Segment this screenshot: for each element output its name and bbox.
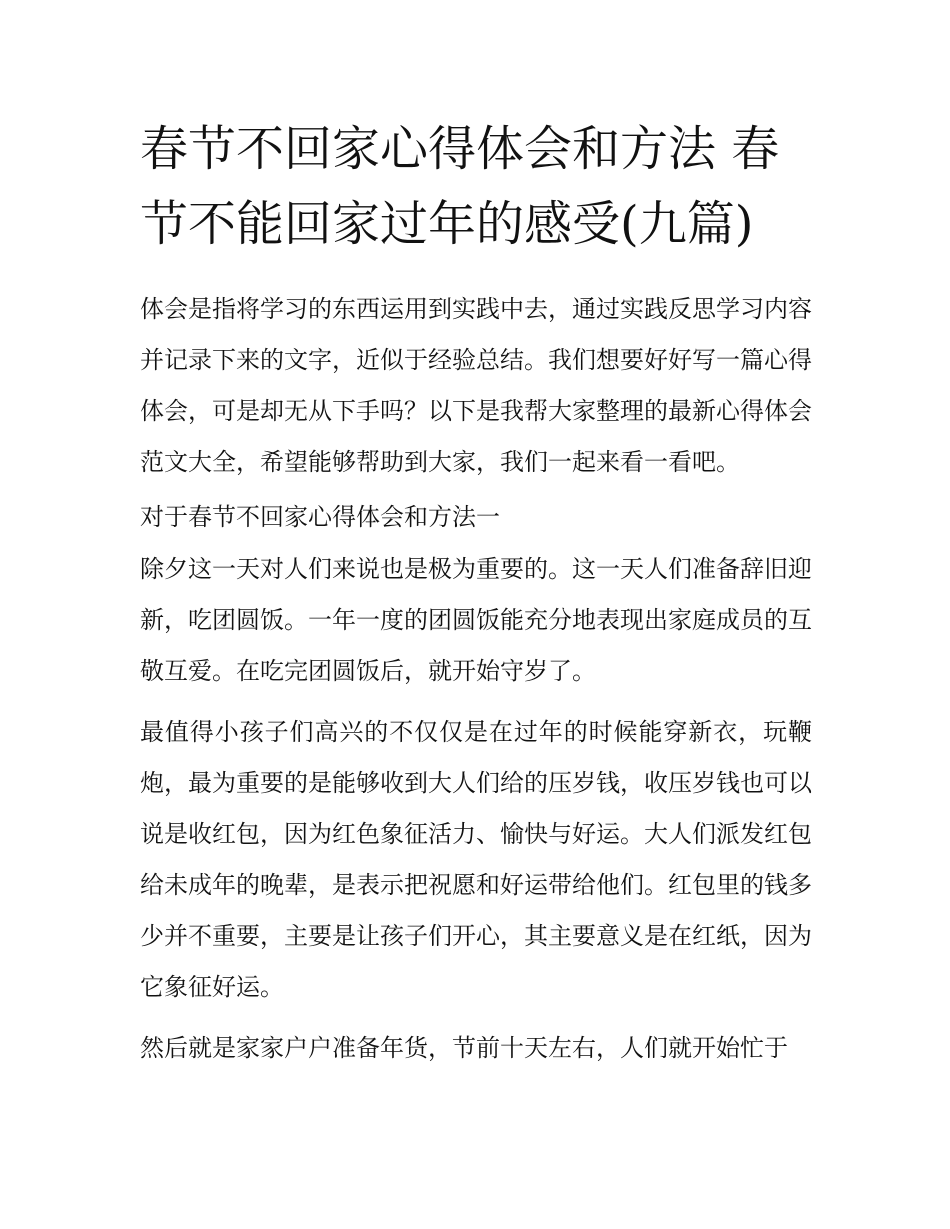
body-paragraph: 除夕这一天对人们来说也是极为重要的。这一天人们准备辞旧迎新，吃团圆饭。一年一度的团圆饭能充分地表现出家庭成员的互敬互爱。在吃完团圆饭后，就开始守岁了。	[140, 555, 812, 685]
body-paragraph: 最值得小孩子们高兴的不仅仅是在过年的时候能穿新衣，玩鞭炮，最为重要的是能够收到大人们给的压岁钱，收压岁钱也可以说是收红包，因为红色象征活力、愉快与好运。大人们派发红包给未成年的晚辈，是表示把祝愿和好运带给他们。红包里的钱多少并不重要，主要是让孩子们开心，其主要意义是在红纸，因为它象征好运。	[140, 718, 812, 1001]
document-body	[140, 284, 812, 1074]
section-heading: 对于春节不回家心得体会和方法一	[140, 503, 500, 531]
document-page	[140, 112, 812, 1084]
document-title: 春节不回家心得体会和方法 春节不能回家过年的感受(九篇)	[140, 121, 780, 252]
body-paragraph: 然后就是家家户户准备年货，节前十天左右，人们就开始忙于	[140, 1034, 788, 1062]
intro-paragraph: 体会是指将学习的东西运用到实践中去，通过实践反思学习内容并记录下来的文字，近似于经验总结。我们想要好好写一篇心得体会，可是却无从下手吗？以下是我帮大家整理的最新心得体会范文大全，希望能够帮助到大家，我们一起来看一看吧。	[140, 295, 812, 476]
